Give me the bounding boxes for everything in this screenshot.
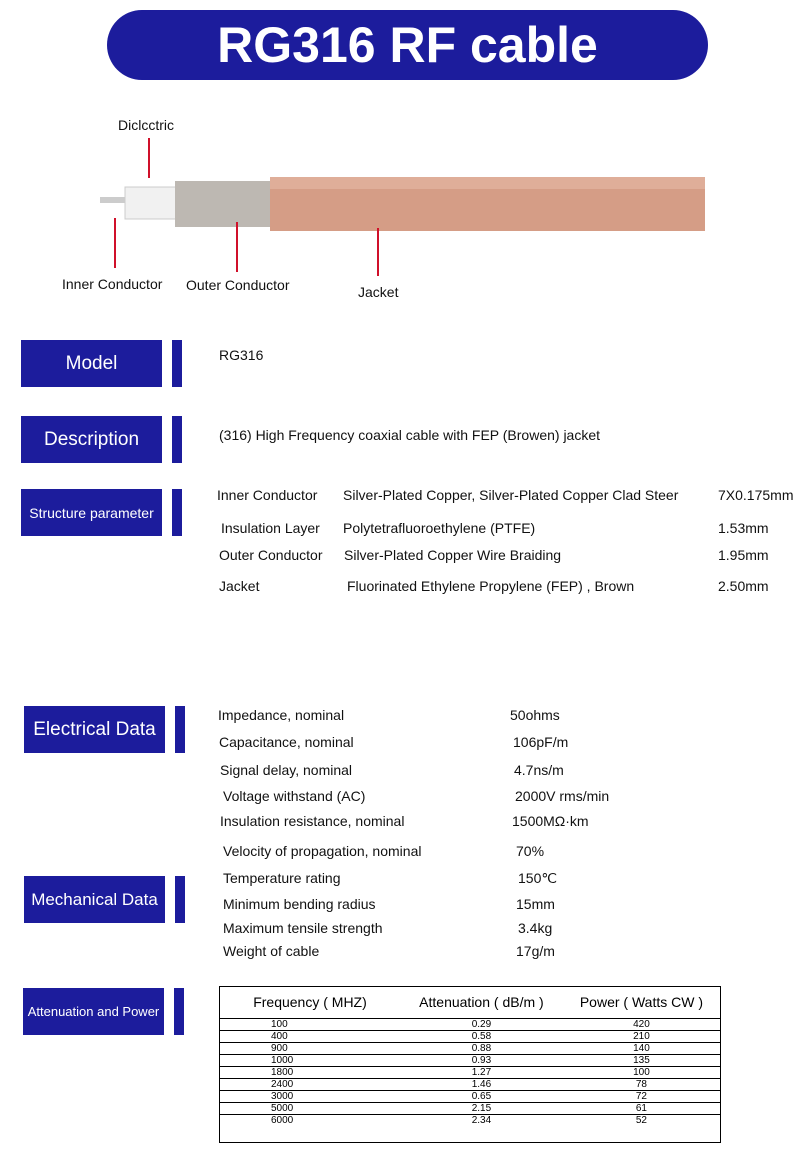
electrical-name: Voltage withstand (AC) (223, 788, 366, 804)
outer-arrow (236, 222, 238, 272)
structure-size: 1.53mm (718, 520, 769, 536)
table-cell: 2400 (219, 1079, 401, 1091)
attenuation-label: Attenuation and Power (23, 988, 164, 1035)
table-cell: 210 (562, 1031, 721, 1043)
inner-conductor-label: Inner Conductor (62, 276, 163, 292)
electrical-value: 106pF/m (513, 734, 569, 750)
structure-name: Insulation Layer (221, 520, 320, 536)
mechanical-value: 3.4kg (518, 920, 553, 936)
table-row (219, 1079, 721, 1091)
table-cell: 0.58 (401, 1031, 562, 1043)
inner-arrow (114, 218, 116, 268)
outer-conductor-label: Outer Conductor (186, 277, 290, 293)
table-row (219, 1019, 721, 1031)
description-label: Description (21, 416, 162, 463)
table-row (219, 1091, 721, 1103)
table-row (219, 1043, 721, 1055)
table-cell: 2.15 (401, 1103, 562, 1115)
mechanical-value: 70% (516, 843, 545, 859)
electrical-value: 50ohms (510, 707, 560, 723)
structure-name: Inner Conductor (217, 487, 318, 503)
divider (175, 876, 185, 923)
divider (172, 489, 182, 536)
jacket-arrow (377, 228, 379, 276)
table-cell: 3000 (219, 1091, 401, 1103)
structure-size: 7X0.175mm (718, 487, 794, 503)
cable-image (95, 175, 715, 235)
table-cell: 135 (562, 1055, 721, 1067)
electrical-value: 1500MΩ·km (512, 813, 589, 829)
model-value: RG316 (219, 347, 264, 363)
electrical-label: Electrical Data (24, 706, 165, 753)
electrical-name: Insulation resistance, nominal (220, 813, 405, 829)
electrical-value: 4.7ns/m (514, 762, 564, 778)
table-row (219, 1055, 721, 1067)
table-cell: 1800 (219, 1067, 401, 1079)
table-cell: 140 (562, 1043, 721, 1055)
mechanical-name: Weight of cable (223, 943, 320, 959)
table-cell: 1.46 (401, 1079, 562, 1091)
jacket-label: Jacket (358, 284, 399, 300)
structure-material: Silver-Plated Copper, Silver-Plated Copper Clad Steer (343, 487, 679, 503)
mechanical-name: Temperature rating (223, 870, 341, 886)
table-cell: 5000 (219, 1103, 401, 1115)
table-cell: 0.65 (401, 1091, 562, 1103)
table-cell: 6000 (219, 1115, 401, 1127)
table-row (219, 1103, 721, 1115)
table-cell: 61 (562, 1103, 721, 1115)
table-cell: 72 (562, 1091, 721, 1103)
table-row (219, 1115, 721, 1127)
table-cell: 100 (562, 1067, 721, 1079)
structure-label: Structure parameter (21, 489, 162, 536)
mechanical-name: Maximum tensile strength (223, 920, 383, 936)
divider (172, 340, 182, 387)
structure-material: Silver-Plated Copper Wire Braiding (344, 547, 562, 563)
model-label: Model (21, 340, 162, 387)
structure-size: 2.50mm (718, 578, 769, 594)
structure-material: Fluorinated Ethylene Propylene (FEP) , Brown (347, 578, 635, 594)
table-cell: 0.29 (401, 1019, 562, 1031)
dielectric-label: Diclcctric (118, 117, 174, 133)
divider (174, 988, 184, 1035)
table-row (219, 1067, 721, 1079)
electrical-name: Signal delay, nominal (220, 762, 353, 778)
electrical-name: Impedance, nominal (218, 707, 345, 723)
table-cell: 100 (219, 1019, 401, 1031)
dielectric-arrow (148, 138, 150, 178)
table-cell: 52 (562, 1115, 721, 1127)
table-cell: 900 (219, 1043, 401, 1055)
column-header: Frequency ( MHZ) (253, 994, 367, 1010)
structure-name: Outer Conductor (219, 547, 323, 563)
table-cell: 78 (562, 1079, 721, 1091)
page-title: RG316 RF cable (107, 10, 708, 80)
column-header: Power ( Watts CW ) (579, 994, 703, 1010)
electrical-value: 2000V rms/min (515, 788, 610, 804)
table-cell: 1000 (219, 1055, 401, 1067)
description-value: (316) High Frequency coaxial cable with FEP (Browen) jacket (219, 427, 601, 443)
electrical-name: Capacitance, nominal (219, 734, 354, 750)
mechanical-value: 15mm (516, 896, 555, 912)
table-cell: 420 (562, 1019, 721, 1031)
table-cell: 1.27 (401, 1067, 562, 1079)
structure-name: Jacket (219, 578, 260, 594)
column-header: Attenuation ( dB/m ) (419, 994, 544, 1010)
mechanical-value: 150℃ (518, 870, 558, 886)
table-cell: 0.88 (401, 1043, 562, 1055)
table-row (219, 1031, 721, 1043)
divider (175, 706, 185, 753)
mechanical-value: 17g/m (516, 943, 555, 959)
mechanical-label: Mechanical Data (24, 876, 165, 923)
table-cell: 2.34 (401, 1115, 562, 1127)
table-cell: 400 (219, 1031, 401, 1043)
attenuation-table (219, 986, 721, 1126)
mechanical-name: Velocity of propagation, nominal (223, 843, 422, 859)
mechanical-name: Minimum bending radius (223, 896, 376, 912)
structure-size: 1.95mm (718, 547, 769, 563)
structure-material: Polytetrafluoroethylene (PTFE) (343, 520, 536, 536)
divider (172, 416, 182, 463)
table-cell: 0.93 (401, 1055, 562, 1067)
